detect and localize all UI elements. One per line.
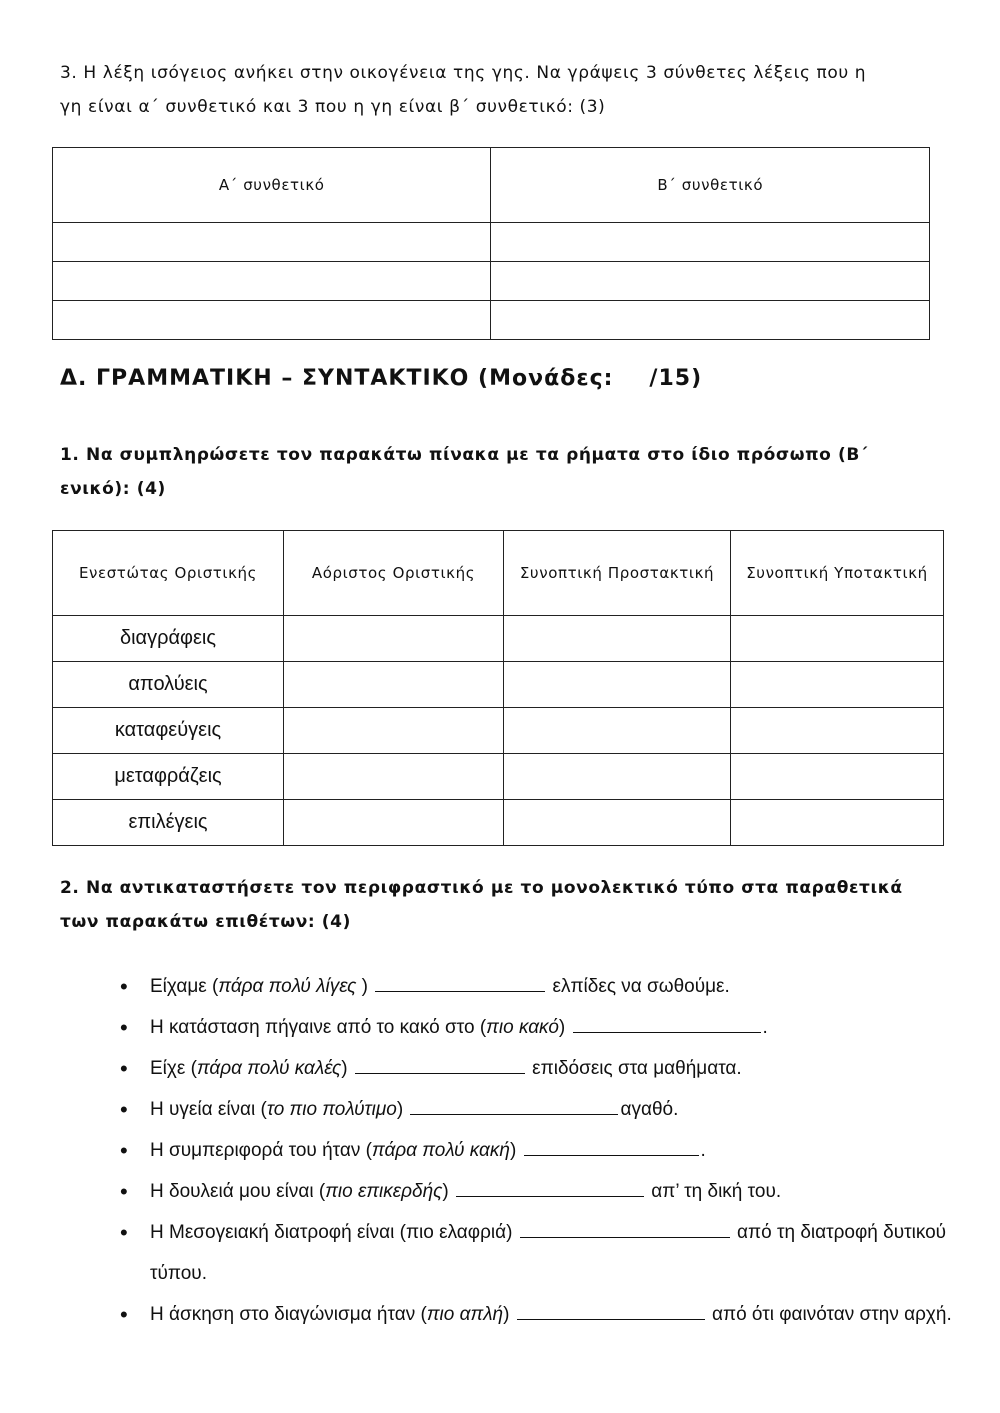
question-2-text bbox=[60, 871, 930, 939]
answer-cell[interactable] bbox=[53, 262, 491, 301]
item-text: ) bbox=[341, 1058, 348, 1079]
item-text: ελπίδες να σωθούμε. bbox=[547, 976, 730, 997]
question-3-text bbox=[60, 56, 930, 124]
item-hint: πιο ελαφριά bbox=[405, 1222, 507, 1243]
item-text: Η υγεία είναι ( bbox=[150, 1099, 267, 1120]
item-text: ) bbox=[503, 1304, 510, 1325]
item-hint: πιο απλή bbox=[426, 1304, 504, 1325]
table-row bbox=[53, 800, 944, 846]
list-item bbox=[120, 1171, 960, 1212]
item-text: Η Μεσογειακή διατροφή είναι ( bbox=[150, 1222, 406, 1243]
item-hint: πάρα πολύ λίγες bbox=[218, 976, 357, 997]
item-text: Η κατάσταση πήγαινε από το κακό στο ( bbox=[150, 1017, 487, 1038]
item-text: Η συμπεριφορά του ήταν ( bbox=[150, 1140, 372, 1161]
verb-cell: επιλέγεις bbox=[53, 800, 284, 846]
item-text: από ότι φαινόταν στην αρχή. bbox=[706, 1304, 952, 1325]
answer-blank[interactable] bbox=[573, 1014, 761, 1033]
answer-cell[interactable] bbox=[284, 800, 504, 846]
exercise-list bbox=[120, 966, 960, 1335]
answer-cell[interactable] bbox=[504, 754, 731, 800]
answer-cell[interactable] bbox=[53, 223, 491, 262]
table-row bbox=[53, 754, 944, 800]
header-present-indicative: Ενεστώτας Οριστικής bbox=[53, 531, 284, 616]
header-aorist-indicative: Αόριστος Οριστικής bbox=[284, 531, 504, 616]
verb-cell: μεταφράζεις bbox=[53, 754, 284, 800]
answer-cell[interactable] bbox=[504, 616, 731, 662]
section-title bbox=[60, 366, 702, 391]
item-text: ) bbox=[558, 1017, 566, 1038]
item-text: Είχαμε ( bbox=[150, 976, 219, 997]
answer-blank[interactable] bbox=[524, 1137, 699, 1156]
answer-cell[interactable] bbox=[284, 708, 504, 754]
item-text: ) bbox=[356, 976, 368, 997]
header-first-component: Α΄ συνθετικό bbox=[53, 148, 491, 223]
question-3-line-2: γη είναι α΄ συνθετικό και 3 που η γη είναι β΄ συνθετικό: (3) bbox=[60, 97, 606, 117]
answer-cell[interactable] bbox=[731, 662, 944, 708]
item-text: απ’ τη δική του. bbox=[645, 1181, 782, 1202]
item-text: ) bbox=[509, 1140, 517, 1161]
answer-cell[interactable] bbox=[491, 262, 930, 301]
item-text: . bbox=[700, 1140, 706, 1161]
verb-cell: διαγράφεις bbox=[53, 616, 284, 662]
answer-cell[interactable] bbox=[491, 223, 930, 262]
compound-words-table bbox=[52, 147, 930, 340]
table-row bbox=[53, 708, 944, 754]
list-item bbox=[120, 1294, 960, 1335]
table-row bbox=[53, 301, 930, 340]
question-3-line-1: 3. Η λέξη ισόγειος ανήκει στην οικογένεια της γης. Να γράψεις 3 σύνθετες λέξεις που η bbox=[60, 63, 867, 83]
item-hint: πιο κακό bbox=[486, 1017, 559, 1038]
question-1-text bbox=[60, 438, 930, 506]
item-hint: πάρα πολύ κακή bbox=[372, 1140, 510, 1161]
list-item bbox=[120, 1048, 960, 1089]
item-hint: πάρα πολύ καλές bbox=[196, 1058, 342, 1079]
answer-cell[interactable] bbox=[284, 616, 504, 662]
answer-cell[interactable] bbox=[731, 754, 944, 800]
question-2-line-2: των παρακάτω επιθέτων: (4) bbox=[60, 912, 351, 932]
item-text: ) bbox=[506, 1222, 513, 1243]
list-item bbox=[120, 1007, 960, 1048]
answer-cell[interactable] bbox=[504, 708, 731, 754]
answer-blank[interactable] bbox=[520, 1219, 730, 1238]
question-2-line-1: 2. Να αντικαταστήσετε τον περιφραστικό με το μονολεκτικό τύπο στα παραθετικά bbox=[60, 878, 903, 898]
list-item bbox=[120, 1130, 960, 1171]
item-hint: πιο επικερδής bbox=[325, 1181, 443, 1202]
table-row bbox=[53, 662, 944, 708]
table-header-row bbox=[53, 148, 930, 223]
answer-cell[interactable] bbox=[284, 754, 504, 800]
answer-cell[interactable] bbox=[731, 800, 944, 846]
answer-blank[interactable] bbox=[355, 1055, 525, 1074]
header-second-component: Β΄ συνθετικό bbox=[491, 148, 930, 223]
answer-cell[interactable] bbox=[731, 616, 944, 662]
item-text: από τη διατροφή δυτικού τύπου. bbox=[150, 1222, 947, 1284]
verb-cell: απολύεις bbox=[53, 662, 284, 708]
answer-blank[interactable] bbox=[375, 973, 545, 992]
verb-cell: καταφεύγεις bbox=[53, 708, 284, 754]
answer-cell[interactable] bbox=[731, 708, 944, 754]
answer-cell[interactable] bbox=[504, 800, 731, 846]
section-score: /15) bbox=[649, 366, 703, 391]
item-hint: το πιο πολύτιμο bbox=[266, 1099, 397, 1120]
answer-cell[interactable] bbox=[491, 301, 930, 340]
answer-cell[interactable] bbox=[504, 662, 731, 708]
answer-cell[interactable] bbox=[284, 662, 504, 708]
item-text: . bbox=[762, 1017, 768, 1038]
table-row bbox=[53, 616, 944, 662]
table-row bbox=[53, 223, 930, 262]
verb-forms-table bbox=[52, 530, 944, 846]
section-title-text: Δ. ΓΡΑΜΜΑΤΙΚΗ – ΣΥΝΤΑΚΤΙΚΟ (Μονάδες: bbox=[60, 366, 614, 391]
item-text: αγαθό. bbox=[620, 1099, 679, 1120]
header-subjunctive: Συνοπτική Υποτακτική bbox=[731, 531, 944, 616]
table-row bbox=[53, 262, 930, 301]
item-text: Η άσκηση στο διαγώνισμα ήταν ( bbox=[150, 1304, 427, 1325]
question-1-line-2: ενικό): (4) bbox=[60, 479, 166, 499]
answer-blank[interactable] bbox=[517, 1301, 705, 1320]
answer-blank[interactable] bbox=[410, 1096, 618, 1115]
list-item bbox=[120, 1212, 960, 1294]
table-header-row bbox=[53, 531, 944, 616]
answer-cell[interactable] bbox=[53, 301, 491, 340]
item-text: ) bbox=[396, 1099, 404, 1120]
item-text: ) bbox=[442, 1181, 449, 1202]
list-item bbox=[120, 1089, 960, 1130]
question-1-line-1: 1. Να συμπληρώσετε τον παρακάτω πίνακα με τα ρήματα στο ίδιο πρόσωπο (Β΄ bbox=[60, 445, 868, 465]
item-text: επιδόσεις στα μαθήματα. bbox=[526, 1058, 742, 1079]
header-imperative: Συνοπτική Προστακτική bbox=[504, 531, 731, 616]
item-text: Η δουλειά μου είναι ( bbox=[150, 1181, 326, 1202]
answer-blank[interactable] bbox=[456, 1178, 644, 1197]
item-text: Είχε ( bbox=[150, 1058, 197, 1079]
list-item bbox=[120, 966, 960, 1007]
